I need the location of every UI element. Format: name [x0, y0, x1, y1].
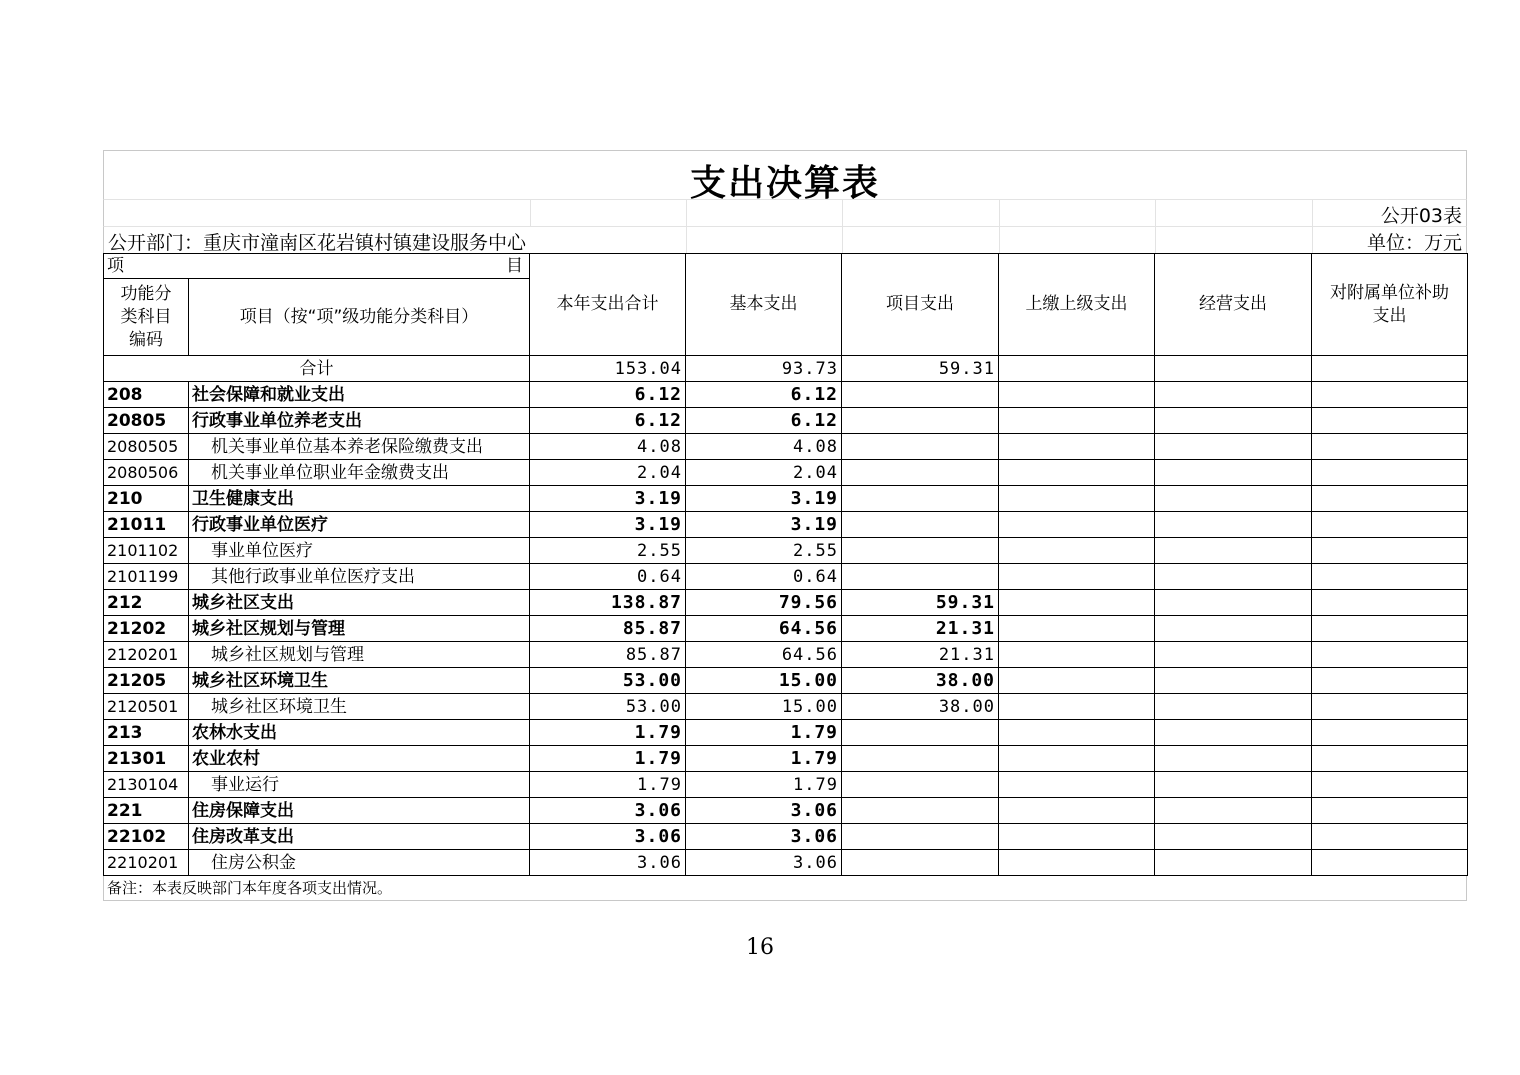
- grid-line: [686, 200, 687, 226]
- grid-line: [842, 200, 843, 226]
- header-code: 功能分类科目编码: [104, 279, 189, 356]
- row-name: 事业单位医疗: [189, 538, 530, 564]
- row-project: 38.00: [842, 694, 999, 720]
- row-subsidy: [1312, 460, 1468, 486]
- row-total: 85.87: [530, 642, 686, 668]
- table-row: [104, 460, 1468, 486]
- table-row: [104, 616, 1468, 642]
- row-code: 2101199: [104, 564, 189, 590]
- table-row: [104, 824, 1468, 850]
- page-title: 支出决算表: [689, 163, 880, 204]
- row-project: [842, 824, 999, 850]
- row-total: 1.79: [530, 772, 686, 798]
- row-basic: 4.08: [686, 434, 842, 460]
- row-upper: [999, 694, 1155, 720]
- table-row: [104, 512, 1468, 538]
- table-row: [104, 694, 1468, 720]
- row-subsidy: [1312, 720, 1468, 746]
- header-project-expense: 项目支出: [842, 254, 999, 356]
- header-upper: 上缴上级支出: [999, 254, 1155, 356]
- row-name: 农业农村: [189, 746, 530, 772]
- grid-line: [1312, 227, 1313, 253]
- table-row: [104, 538, 1468, 564]
- row-code: 2120201: [104, 642, 189, 668]
- row-basic: 3.19: [686, 512, 842, 538]
- grid-line: [686, 227, 687, 253]
- row-subsidy: [1312, 382, 1468, 408]
- grid-line: [999, 227, 1000, 253]
- table-row: [104, 850, 1468, 876]
- row-code: 2210201: [104, 850, 189, 876]
- row-basic: 1.79: [686, 746, 842, 772]
- row-project: [842, 798, 999, 824]
- row-total: 3.06: [530, 824, 686, 850]
- header-row-1: [104, 254, 1468, 279]
- row-business: [1155, 720, 1312, 746]
- table-row: [104, 668, 1468, 694]
- grid-line: [530, 200, 531, 226]
- header-subsidy: 对附属单位补助支出: [1312, 254, 1468, 356]
- row-total: 85.87: [530, 616, 686, 642]
- total-row: [104, 356, 1468, 382]
- row-business: [1155, 408, 1312, 434]
- row-subsidy: [1312, 434, 1468, 460]
- row-code: 2130104: [104, 772, 189, 798]
- row-upper: [999, 746, 1155, 772]
- row-business: [1155, 668, 1312, 694]
- row-total: 6.12: [530, 382, 686, 408]
- row-business: [1155, 538, 1312, 564]
- grid-line: [999, 200, 1000, 226]
- row-upper: [999, 408, 1155, 434]
- row-name: 机关事业单位职业年金缴费支出: [189, 460, 530, 486]
- row-business: [1155, 746, 1312, 772]
- row-basic: 6.12: [686, 382, 842, 408]
- row-business: [1155, 590, 1312, 616]
- row-business: [1155, 798, 1312, 824]
- row-upper: [999, 850, 1155, 876]
- table-number-row: [103, 199, 1467, 226]
- header-project: [104, 254, 530, 279]
- row-name: 行政事业单位养老支出: [189, 408, 530, 434]
- row-project: [842, 486, 999, 512]
- row-business: [1155, 642, 1312, 668]
- row-basic: 64.56: [686, 642, 842, 668]
- table-row: [104, 642, 1468, 668]
- row-upper: [999, 382, 1155, 408]
- row-basic: 1.79: [686, 772, 842, 798]
- row-code: 2080506: [104, 460, 189, 486]
- row-project: 21.31: [842, 616, 999, 642]
- row-name: 事业运行: [189, 772, 530, 798]
- row-basic: 6.12: [686, 408, 842, 434]
- row-upper: [999, 798, 1155, 824]
- row-business: [1155, 460, 1312, 486]
- table-row: [104, 564, 1468, 590]
- row-basic: 3.06: [686, 798, 842, 824]
- department-label: 公开部门：重庆市潼南区花岩镇村镇建设服务中心: [108, 232, 527, 254]
- row-upper: [999, 460, 1155, 486]
- row-upper: [999, 642, 1155, 668]
- row-business: [1155, 512, 1312, 538]
- header-business: 经营支出: [1155, 254, 1312, 356]
- row-code: 208: [104, 382, 189, 408]
- row-code: 21202: [104, 616, 189, 642]
- table-note: 备注：本表反映部门本年度各项支出情况。: [103, 876, 1467, 901]
- row-total: 2.55: [530, 538, 686, 564]
- table-row: [104, 408, 1468, 434]
- table-body: [104, 254, 1468, 876]
- row-business: [1155, 564, 1312, 590]
- row-code: 2120501: [104, 694, 189, 720]
- total-business: [1155, 356, 1312, 382]
- row-project: [842, 512, 999, 538]
- table-row: [104, 382, 1468, 408]
- row-total: 1.79: [530, 720, 686, 746]
- row-upper: [999, 590, 1155, 616]
- row-project: [842, 850, 999, 876]
- table-row: [104, 746, 1468, 772]
- row-basic: 0.64: [686, 564, 842, 590]
- row-business: [1155, 486, 1312, 512]
- row-total: 1.79: [530, 746, 686, 772]
- row-subsidy: [1312, 564, 1468, 590]
- total-upper: [999, 356, 1155, 382]
- row-project: 59.31: [842, 590, 999, 616]
- row-name: 城乡社区规划与管理: [189, 616, 530, 642]
- row-total: 3.06: [530, 798, 686, 824]
- row-upper: [999, 486, 1155, 512]
- row-total: 4.08: [530, 434, 686, 460]
- row-basic: 2.04: [686, 460, 842, 486]
- row-project: 38.00: [842, 668, 999, 694]
- row-name: 城乡社区支出: [189, 590, 530, 616]
- total-total: 153.04: [530, 356, 686, 382]
- grid-line: [1312, 200, 1313, 226]
- header-basic: 基本支出: [686, 254, 842, 356]
- row-project: [842, 434, 999, 460]
- row-upper: [999, 720, 1155, 746]
- row-code: 22102: [104, 824, 189, 850]
- total-label: 合计: [104, 356, 530, 382]
- row-name: 住房改革支出: [189, 824, 530, 850]
- table-number: 公开03表: [1380, 205, 1462, 227]
- row-total: 53.00: [530, 668, 686, 694]
- row-subsidy: [1312, 408, 1468, 434]
- row-upper: [999, 616, 1155, 642]
- total-subsidy: [1312, 356, 1468, 382]
- row-code: 20805: [104, 408, 189, 434]
- expenditure-sheet: [103, 150, 1467, 901]
- row-project: 21.31: [842, 642, 999, 668]
- row-name: 住房公积金: [189, 850, 530, 876]
- row-project: [842, 460, 999, 486]
- row-subsidy: [1312, 512, 1468, 538]
- row-subsidy: [1312, 694, 1468, 720]
- row-name: 农林水支出: [189, 720, 530, 746]
- table-row: [104, 434, 1468, 460]
- row-business: [1155, 772, 1312, 798]
- row-upper: [999, 668, 1155, 694]
- row-basic: 3.06: [686, 824, 842, 850]
- row-business: [1155, 382, 1312, 408]
- row-business: [1155, 850, 1312, 876]
- grid-line: [1155, 227, 1156, 253]
- row-subsidy: [1312, 850, 1468, 876]
- row-code: 2101102: [104, 538, 189, 564]
- row-name: 城乡社区环境卫生: [189, 668, 530, 694]
- row-upper: [999, 772, 1155, 798]
- row-subsidy: [1312, 486, 1468, 512]
- row-project: [842, 720, 999, 746]
- row-name: 行政事业单位医疗: [189, 512, 530, 538]
- row-name: 城乡社区环境卫生: [189, 694, 530, 720]
- row-basic: 79.56: [686, 590, 842, 616]
- row-total: 138.87: [530, 590, 686, 616]
- row-basic: 15.00: [686, 694, 842, 720]
- row-project: [842, 408, 999, 434]
- expenditure-table: [103, 253, 1468, 876]
- table-row: [104, 720, 1468, 746]
- row-business: [1155, 616, 1312, 642]
- row-total: 0.64: [530, 564, 686, 590]
- table-row: [104, 590, 1468, 616]
- row-basic: 3.06: [686, 850, 842, 876]
- row-basic: 15.00: [686, 668, 842, 694]
- row-project: [842, 538, 999, 564]
- row-total: 3.19: [530, 512, 686, 538]
- row-basic: 2.55: [686, 538, 842, 564]
- row-subsidy: [1312, 746, 1468, 772]
- title-row: [103, 150, 1467, 204]
- row-total: 6.12: [530, 408, 686, 434]
- row-code: 2080505: [104, 434, 189, 460]
- row-subsidy: [1312, 590, 1468, 616]
- row-business: [1155, 824, 1312, 850]
- row-upper: [999, 512, 1155, 538]
- row-project: [842, 564, 999, 590]
- row-upper: [999, 434, 1155, 460]
- header-project-left: 项: [107, 256, 124, 276]
- header-name: 项目（按“项”级功能分类科目）: [189, 279, 530, 356]
- row-name: 城乡社区规划与管理: [189, 642, 530, 668]
- department-row: [103, 226, 1467, 253]
- row-total: 3.06: [530, 850, 686, 876]
- header-project-right: 目: [506, 256, 523, 276]
- row-upper: [999, 564, 1155, 590]
- row-subsidy: [1312, 642, 1468, 668]
- header-total: 本年支出合计: [530, 254, 686, 356]
- row-subsidy: [1312, 772, 1468, 798]
- row-name: 卫生健康支出: [189, 486, 530, 512]
- total-project: 59.31: [842, 356, 999, 382]
- row-name: 住房保障支出: [189, 798, 530, 824]
- row-upper: [999, 824, 1155, 850]
- row-code: 21301: [104, 746, 189, 772]
- row-business: [1155, 694, 1312, 720]
- row-name: 其他行政事业单位医疗支出: [189, 564, 530, 590]
- row-subsidy: [1312, 824, 1468, 850]
- row-project: [842, 772, 999, 798]
- table-row: [104, 486, 1468, 512]
- row-project: [842, 382, 999, 408]
- row-code: 212: [104, 590, 189, 616]
- row-subsidy: [1312, 538, 1468, 564]
- unit-label: 单位：万元: [1366, 232, 1462, 254]
- row-total: 3.19: [530, 486, 686, 512]
- row-basic: 3.19: [686, 486, 842, 512]
- grid-line: [842, 227, 843, 253]
- row-subsidy: [1312, 616, 1468, 642]
- row-basic: 64.56: [686, 616, 842, 642]
- row-name: 机关事业单位基本养老保险缴费支出: [189, 434, 530, 460]
- row-business: [1155, 434, 1312, 460]
- row-subsidy: [1312, 668, 1468, 694]
- page-number: 16: [746, 935, 774, 960]
- row-total: 53.00: [530, 694, 686, 720]
- grid-line: [1155, 200, 1156, 226]
- table-row: [104, 772, 1468, 798]
- row-upper: [999, 538, 1155, 564]
- table-row: [104, 798, 1468, 824]
- row-code: 213: [104, 720, 189, 746]
- row-code: 21011: [104, 512, 189, 538]
- row-code: 210: [104, 486, 189, 512]
- row-project: [842, 746, 999, 772]
- row-basic: 1.79: [686, 720, 842, 746]
- row-code: 21205: [104, 668, 189, 694]
- row-subsidy: [1312, 798, 1468, 824]
- row-code: 221: [104, 798, 189, 824]
- total-basic: 93.73: [686, 356, 842, 382]
- row-total: 2.04: [530, 460, 686, 486]
- row-name: 社会保障和就业支出: [189, 382, 530, 408]
